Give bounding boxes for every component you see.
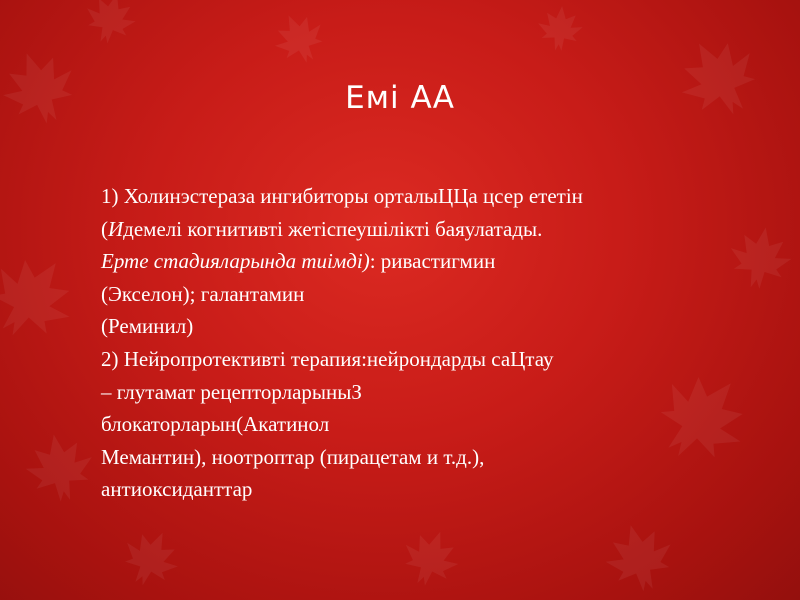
leaf-decoration [536, 4, 585, 53]
body-text-run: (Реминил) [101, 314, 194, 339]
body-line [101, 278, 741, 311]
body-text-run: (Экселон); галантамин [101, 281, 305, 306]
slide-body-text [101, 180, 741, 506]
body-line [101, 408, 741, 441]
leaf-decoration [114, 521, 188, 595]
body-text-run: ( [101, 216, 108, 241]
leaf-decoration [266, 5, 333, 72]
body-text-run: Ерте стадияларында тиімді) [101, 249, 370, 274]
leaf-decoration [0, 239, 90, 356]
slide-title: Емі АА [345, 80, 455, 116]
body-line [101, 310, 741, 343]
leaf-decoration [21, 429, 99, 507]
body-line [101, 245, 741, 278]
body-line [101, 376, 741, 409]
body-text-run: демелі когнитивті жетіспеушілікті баяулатады. [123, 216, 543, 241]
body-text-run: : ривастигмин [369, 249, 496, 274]
body-text-run: И [108, 216, 124, 241]
body-text-run: Мемантин), ноотроптар (пирацетам и т.д.), [101, 444, 485, 469]
body-line [101, 180, 741, 213]
leaf-decoration [395, 522, 467, 594]
body-line [101, 343, 741, 376]
body-line [101, 441, 741, 474]
leaf-decoration [80, 0, 142, 49]
body-text-run: блокаторларын(Акатинол [101, 412, 330, 437]
leaf-decoration [598, 517, 680, 599]
body-text-run: 2) Нейропротективті терапия:нейрондарды саЦтау [101, 346, 554, 371]
body-line [101, 473, 741, 506]
body-text-run: антиоксиданттар [101, 477, 253, 502]
body-text-run: – глутамат рецепторларыныЗ [101, 379, 362, 404]
body-line [101, 213, 741, 246]
body-text-run: 1) Холинэстераза ингибиторы орталыЦЦа цсер ететін [101, 184, 583, 208]
